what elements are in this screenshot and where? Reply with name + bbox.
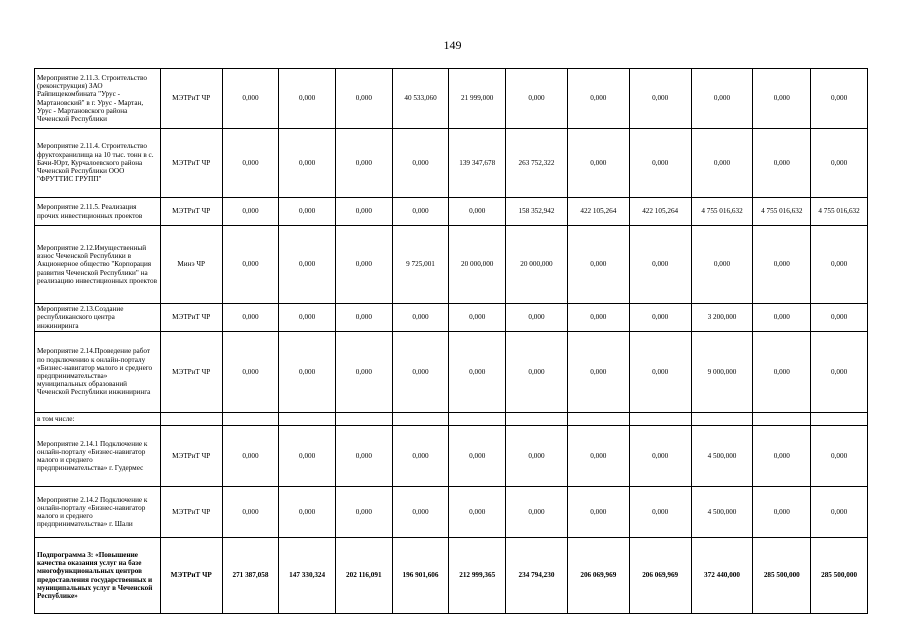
row-name-cell: Мероприятие 2.14.1 Подключение к онлайн-порталу «Бизнес-навигатор малого и среднего предпринимательства» г. Гудермес — [35, 426, 161, 487]
value-cell: 0,000 — [506, 487, 568, 538]
executor-cell: МЭТРиТ ЧР — [160, 304, 222, 332]
value-cell: 0,000 — [567, 304, 629, 332]
value-cell: 0,000 — [392, 487, 449, 538]
value-cell: 0,000 — [753, 426, 811, 487]
value-cell: 139 347,678 — [449, 129, 506, 198]
value-cell: 0,000 — [335, 304, 392, 332]
value-cell — [392, 413, 449, 426]
value-cell: 4 755 016,632 — [753, 198, 811, 226]
value-cell: 285 500,000 — [811, 538, 868, 614]
value-cell: 0,000 — [691, 69, 753, 129]
row-name-cell: Мероприятие 2.11.4. Строительство фруктохранилища на 10 тыс. тонн в с. Бачи-Юрт, Курчалоевского района Чеченской Республики ООО "ФРУТТИС ГРУПП" — [35, 129, 161, 198]
value-cell: 0,000 — [222, 332, 279, 413]
table-row — [35, 226, 868, 304]
value-cell: 147 330,324 — [279, 538, 336, 614]
value-cell: 0,000 — [335, 332, 392, 413]
executor-cell — [160, 413, 222, 426]
value-cell: 0,000 — [811, 332, 868, 413]
value-cell: 206 069,969 — [629, 538, 691, 614]
table-row — [35, 129, 868, 198]
executor-cell: МЭТРиТ ЧР — [160, 426, 222, 487]
value-cell: 0,000 — [811, 129, 868, 198]
value-cell: 0,000 — [629, 304, 691, 332]
value-cell — [506, 413, 568, 426]
value-cell: 0,000 — [222, 487, 279, 538]
value-cell: 285 500,000 — [753, 538, 811, 614]
row-name-cell: Мероприятие 2.13.Создание республиканского центра инжиниринга — [35, 304, 161, 332]
table-row — [35, 332, 868, 413]
table-row — [35, 304, 868, 332]
value-cell: 4 755 016,632 — [691, 198, 753, 226]
value-cell: 0,000 — [449, 198, 506, 226]
value-cell: 0,000 — [335, 426, 392, 487]
value-cell: 0,000 — [392, 426, 449, 487]
value-cell: 4 500,000 — [691, 487, 753, 538]
value-cell: 0,000 — [629, 69, 691, 129]
value-cell: 422 105,264 — [567, 198, 629, 226]
table-row — [35, 538, 868, 614]
value-cell: 0,000 — [222, 69, 279, 129]
row-name-cell: Подпрограмма 3: «Повышение качества оказания услуг на базе многофункциональных центров предоставления государственных и муниципальных услуг в Чеченской Республике» — [35, 538, 161, 614]
value-cell: 4 500,000 — [691, 426, 753, 487]
value-cell: 0,000 — [629, 129, 691, 198]
value-cell: 0,000 — [279, 332, 336, 413]
value-cell: 0,000 — [279, 304, 336, 332]
value-cell: 4 755 016,632 — [811, 198, 868, 226]
value-cell: 263 752,322 — [506, 129, 568, 198]
value-cell: 0,000 — [222, 304, 279, 332]
value-cell: 0,000 — [567, 129, 629, 198]
value-cell: 0,000 — [567, 332, 629, 413]
value-cell: 158 352,942 — [506, 198, 568, 226]
executor-cell: МЭТРиТ ЧР — [160, 487, 222, 538]
value-cell — [567, 413, 629, 426]
table-row — [35, 487, 868, 538]
value-cell: 0,000 — [279, 69, 336, 129]
value-cell: 20 000,000 — [506, 226, 568, 304]
value-cell: 0,000 — [811, 487, 868, 538]
value-cell — [335, 413, 392, 426]
value-cell: 0,000 — [279, 426, 336, 487]
value-cell: 0,000 — [279, 198, 336, 226]
value-cell: 271 387,058 — [222, 538, 279, 614]
value-cell: 212 999,365 — [449, 538, 506, 614]
value-cell: 0,000 — [449, 304, 506, 332]
value-cell: 0,000 — [753, 332, 811, 413]
value-cell: 0,000 — [335, 69, 392, 129]
value-cell: 40 533,060 — [392, 69, 449, 129]
value-cell: 0,000 — [335, 198, 392, 226]
value-cell: 422 105,264 — [629, 198, 691, 226]
value-cell: 0,000 — [392, 129, 449, 198]
row-name-cell: Мероприятие 2.11.3. Строительство (реконструкция) ЗАО Райпищекомбината "Урус - Мартановский" в г. Урус - Мартан, Урус - Мартановского района Чеченской Республики — [35, 69, 161, 129]
value-cell: 0,000 — [506, 426, 568, 487]
value-cell: 0,000 — [691, 226, 753, 304]
value-cell: 0,000 — [753, 304, 811, 332]
value-cell: 0,000 — [506, 304, 568, 332]
value-cell: 196 901,606 — [392, 538, 449, 614]
value-cell: 0,000 — [691, 129, 753, 198]
value-cell: 0,000 — [753, 129, 811, 198]
executor-cell: МЭТРиТ ЧР — [160, 538, 222, 614]
value-cell: 202 116,091 — [335, 538, 392, 614]
value-cell: 0,000 — [753, 69, 811, 129]
value-cell: 0,000 — [811, 426, 868, 487]
value-cell — [449, 413, 506, 426]
value-cell: 0,000 — [629, 332, 691, 413]
executor-cell: МЭТРиТ ЧР — [160, 198, 222, 226]
page-number: 149 — [443, 38, 462, 52]
row-name-cell: Мероприятие 2.12.Имущественный взнос Чеченской Республики в Акционерное общество "Корпорация развития Чеченской Республики" на реализацию инвестиционных проектов — [35, 226, 161, 304]
value-cell: 0,000 — [753, 226, 811, 304]
value-cell: 0,000 — [629, 426, 691, 487]
value-cell: 0,000 — [222, 226, 279, 304]
value-cell: 0,000 — [567, 69, 629, 129]
value-cell — [691, 413, 753, 426]
value-cell: 0,000 — [449, 332, 506, 413]
row-name-cell: в том числе: — [35, 413, 161, 426]
value-cell: 0,000 — [335, 226, 392, 304]
table-row — [35, 426, 868, 487]
value-cell: 0,000 — [567, 226, 629, 304]
value-cell: 0,000 — [449, 426, 506, 487]
value-cell: 0,000 — [629, 226, 691, 304]
value-cell: 0,000 — [506, 69, 568, 129]
value-cell — [753, 413, 811, 426]
value-cell: 9 000,000 — [691, 332, 753, 413]
value-cell: 0,000 — [753, 487, 811, 538]
row-name-cell: Мероприятие 2.11.5. Реализация прочих инвестиционных проектов — [35, 198, 161, 226]
value-cell: 9 725,001 — [392, 226, 449, 304]
executor-cell: МЭТРиТ ЧР — [160, 129, 222, 198]
executor-cell: МЭТРиТ ЧР — [160, 332, 222, 413]
value-cell — [222, 413, 279, 426]
value-cell — [279, 413, 336, 426]
value-cell: 0,000 — [335, 129, 392, 198]
value-cell: 0,000 — [335, 487, 392, 538]
table-row — [35, 69, 868, 129]
budget-table — [34, 68, 868, 614]
executor-cell: Минэ ЧР — [160, 226, 222, 304]
value-cell: 0,000 — [279, 487, 336, 538]
value-cell — [811, 413, 868, 426]
value-cell: 0,000 — [279, 226, 336, 304]
value-cell: 0,000 — [811, 69, 868, 129]
value-cell: 0,000 — [449, 487, 506, 538]
value-cell: 0,000 — [629, 487, 691, 538]
row-name-cell: Мероприятие 2.14.Проведение работ по подключению к онлайн-порталу «Бизнес-навигатор малого и среднего предпринимательства» муниципальных образований Чеченской Республики инжиниринга — [35, 332, 161, 413]
row-name-cell: Мероприятие 2.14.2 Подключение к онлайн-порталу «Бизнес-навигатор малого и среднего предпринимательства» г. Шали — [35, 487, 161, 538]
executor-cell: МЭТРиТ ЧР — [160, 69, 222, 129]
value-cell: 0,000 — [392, 304, 449, 332]
value-cell — [629, 413, 691, 426]
value-cell: 0,000 — [506, 332, 568, 413]
value-cell: 0,000 — [811, 226, 868, 304]
table-row — [35, 413, 868, 426]
value-cell: 0,000 — [222, 198, 279, 226]
value-cell: 21 999,000 — [449, 69, 506, 129]
value-cell: 0,000 — [222, 129, 279, 198]
value-cell: 372 440,000 — [691, 538, 753, 614]
value-cell: 20 000,000 — [449, 226, 506, 304]
value-cell: 0,000 — [279, 129, 336, 198]
value-cell: 3 200,000 — [691, 304, 753, 332]
value-cell: 0,000 — [567, 487, 629, 538]
table-row — [35, 198, 868, 226]
value-cell: 206 069,969 — [567, 538, 629, 614]
value-cell: 0,000 — [392, 198, 449, 226]
value-cell: 0,000 — [392, 332, 449, 413]
value-cell: 0,000 — [811, 304, 868, 332]
value-cell: 0,000 — [567, 426, 629, 487]
value-cell: 234 794,230 — [506, 538, 568, 614]
value-cell: 0,000 — [222, 426, 279, 487]
